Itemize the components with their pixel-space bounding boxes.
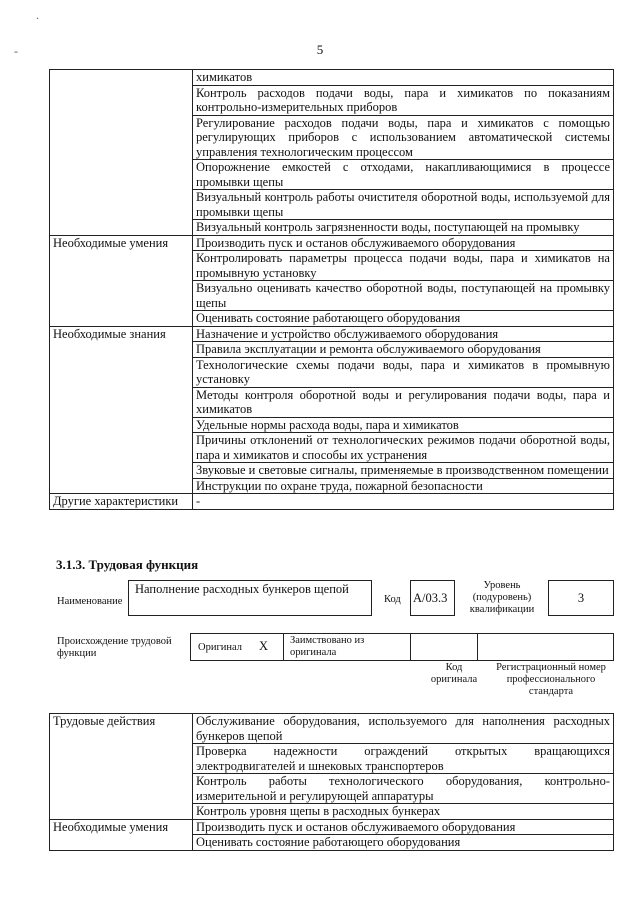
table-cell: Причины отклонений от технологических режимов подачи оборотной воды, пара и химикатов и способы их устранения: [193, 433, 614, 463]
table-row: [50, 714, 614, 744]
origin-box: [190, 633, 614, 661]
table-cell: Контроль уровня щепы в расходных бункерах: [193, 804, 614, 820]
page-number: 5: [316, 42, 324, 57]
table-cell: Регулирование расходов подачи воды, пара и химикатов с помощью регулирующих приборов с использованием автоматической системы управления технологическим процессом: [193, 115, 614, 160]
table-cell: Оценивать состояние работающего оборудования: [193, 311, 614, 327]
table-row: [50, 70, 614, 86]
table-cell: Удельные нормы расхода воды, пара и химикатов: [193, 417, 614, 433]
table-cell: Визуально оценивать качество оборотной воды, поступающей на промывку щепы: [193, 281, 614, 311]
level-box: [548, 580, 614, 616]
table-cell: Звуковые и световые сигналы, применяемые в производственном помещении: [193, 463, 614, 479]
table-cell: Технологические схемы подачи воды, пара и химикатов в промывную установку: [193, 357, 614, 387]
table-cell: Контроль расходов подачи воды, пара и химикатов по показаниям контрольно-измерительных приборов: [193, 85, 614, 115]
row-label-continued: [50, 70, 193, 236]
code-value: А/03.3: [413, 591, 448, 605]
table-cell: Инструкции по охране труда, пожарной безопасности: [193, 478, 614, 494]
table-cell: Производить пуск и останов обслуживаемого оборудования: [193, 819, 614, 835]
table-cell: -: [193, 494, 614, 510]
actions-table: [49, 713, 614, 851]
borrowed-label: Заимствовано из оригинала: [290, 635, 365, 658]
row-label-skills: Необходимые умения: [50, 235, 193, 326]
table-row: [50, 494, 614, 510]
code-label: Код: [384, 594, 401, 605]
table-cell: Визуальный контроль загрязненности воды, поступающей на промывку: [193, 220, 614, 236]
origin-label: Происхождение трудовой функции: [57, 636, 172, 659]
divider: [410, 634, 411, 660]
divider: [283, 634, 284, 660]
table-cell: Контролировать параметры процесса подачи воды, пара и химикатов на промывную установку: [193, 251, 614, 281]
table-cell: Визуальный контроль работы очистителя оборотной воды, используемой для промывки щепы: [193, 190, 614, 220]
table-cell: Опорожнение емкостей с отходами, накапливающимися в процессе промывки щепы: [193, 160, 614, 190]
name-box: [128, 580, 372, 616]
name-label: Наименование: [57, 596, 123, 607]
table-cell: Проверка надежности ограждений открытых вращающихся электродвигателей и шнековых транспортеров: [193, 744, 614, 774]
section-title: 3.1.3. Трудовая функция: [56, 557, 199, 572]
table-cell: Обслуживание оборудования, используемого для наполнения расходных бункеров щепой: [193, 714, 614, 744]
original-label: Оригинал: [198, 642, 242, 653]
row-label-actions: Трудовые действия: [50, 714, 193, 820]
level-value: 3: [577, 591, 585, 605]
table-cell: Контроль работы технологического оборудования, контрольно-измерительной и регулирующей аппаратуры: [193, 774, 614, 804]
table-row: [50, 819, 614, 835]
table-cell: Оценивать состояние работающего оборудования: [193, 835, 614, 851]
code-original-label: Код оригинала: [430, 662, 478, 685]
table-row: [50, 326, 614, 342]
scan-mark: -: [14, 44, 18, 58]
row-label-other: Другие характеристики: [50, 494, 193, 510]
reg-number-label: Регистрационный номер профессионального стандарта: [496, 662, 606, 697]
table-cell: Назначение и устройство обслуживаемого оборудования: [193, 326, 614, 342]
row-label-skills: Необходимые умения: [50, 819, 193, 850]
code-box: [410, 580, 455, 616]
name-value: Наполнение расходных бункеров щепой: [135, 582, 349, 596]
table-cell: Правила эксплуатации и ремонта обслуживаемого оборудования: [193, 342, 614, 358]
table-cell: химикатов: [193, 70, 614, 86]
row-label-knowledge: Необходимые знания: [50, 326, 193, 494]
divider: [477, 634, 478, 660]
table-cell: Производить пуск и останов обслуживаемого оборудования: [193, 235, 614, 251]
scan-mark: .: [36, 8, 39, 22]
original-mark: X: [259, 639, 269, 653]
level-label: Уровень (подуровень) квалификации: [469, 580, 535, 615]
requirements-table: [49, 69, 614, 510]
table-row: [50, 235, 614, 251]
table-cell: Методы контроля оборотной воды и регулирования подачи воды, пара и химикатов: [193, 387, 614, 417]
